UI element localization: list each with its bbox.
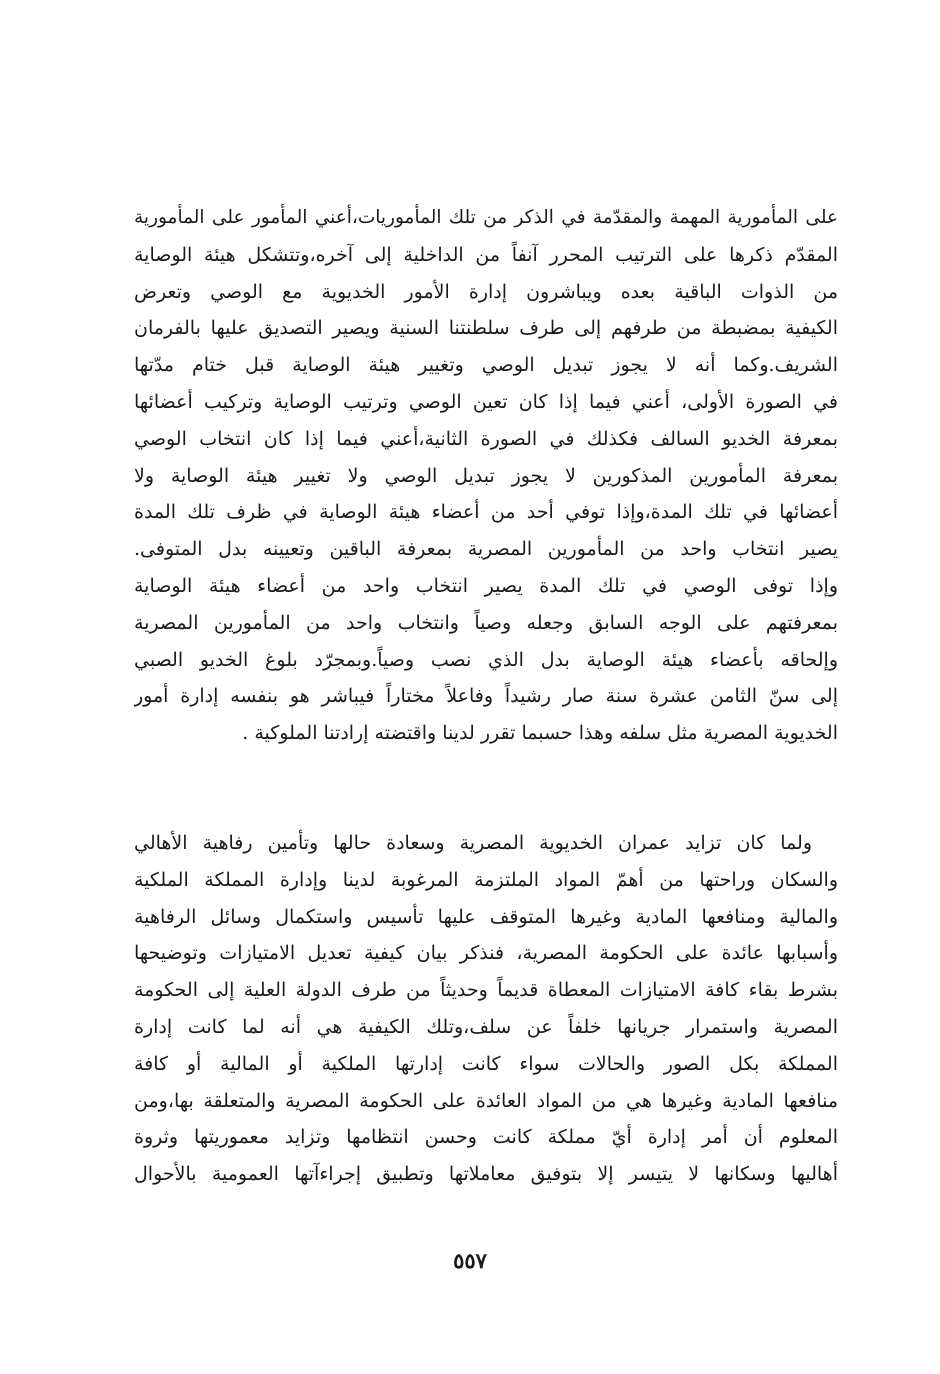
text-line: ولما كان تزايد عمران الخديوية المصرية وسعادة حالها وتأمين رفاهية الأهالي bbox=[134, 832, 812, 854]
text-line: يصير انتخاب واحد من المأمورين المصرية بمعرفة الباقين وتعيينه بدل المتوفى. bbox=[134, 538, 838, 561]
text-line: بشرط بقاء كافة الامتيازات المعطاة قديماً وحديثاً من طرف الدولة العلية إلى الحكومة bbox=[134, 979, 838, 1002]
paragraph-1 bbox=[134, 200, 838, 752]
text-line: إلى سنّ الثامن عشرة سنة صار رشيداً وفاعلاً مختاراً فيباشر هو بنفسه إدارة أمور bbox=[134, 685, 838, 708]
text-line: والسكان وراحتها من أهمّ المواد الملتزمة المرغوبة لدينا وإدارة المملكة الملكية bbox=[134, 868, 838, 891]
text-line: المصرية واستمرار جريانها خلفاً عن سلف،وتلك الكيفية هي أنه لما كانت إدارة bbox=[134, 1015, 838, 1038]
paragraph-2 bbox=[134, 825, 838, 1193]
text-line: وأسبابها عائدة على الحكومة المصرية، فنذكر بيان كيفية تعديل الامتيازات وتوضيحها bbox=[134, 942, 838, 965]
text-line: المعلوم أن أمر إدارة أيّ مملكة كانت وحسن انتظامها وتزايد معموريتها وثروة bbox=[134, 1126, 838, 1149]
text-line: والمالية ومنافعها المادية وغيرها المتوقف عليها تأسيس واستكمال وسائل الرفاهية bbox=[134, 905, 838, 928]
page-number: ٥٥٧ bbox=[453, 1248, 487, 1273]
text-line: المقدّم ذكرها على الترتيب المحرر آنفاً من الداخلية إلى آخره،وتتشكل هيئة الوصاية bbox=[134, 243, 838, 266]
text-line: وإذا توفى الوصي في تلك المدة يصير انتخاب واحد من أعضاء هيئة الوصاية bbox=[134, 574, 838, 597]
text-line: المملكة بكل الصور والحالات سواء كانت إدارتها الملكية أو المالية أو كافة bbox=[134, 1052, 838, 1075]
text-line: الخديوية المصرية مثل سلفه وهذا حسبما تقرر لدينا واقتضته إرادتنا الملوكية . bbox=[242, 722, 838, 745]
text-line: الشريف.وكما أنه لا يجوز تبديل الوصي وتغيير هيئة الوصاية قبل ختام مدّتها bbox=[134, 354, 838, 377]
text-line: بمعرفتهم على الوجه السابق وجعله وصياً وانتخاب واحد من المأمورين المصرية bbox=[134, 611, 838, 634]
text-line: بمعرفة الخديو السالف فكذلك في الصورة الثانية،أعني فيما إذا كان انتخاب الوصي bbox=[134, 427, 838, 450]
text-line: منافعها المادية وغيرها هي من المواد العائدة على الحكومة المصرية والمتعلقة بها،ومن bbox=[134, 1089, 838, 1112]
text-line: الكيفية بمضبطة من طرفهم إلى طرف سلطنتنا السنية ويصير التصديق عليها بالفرمان bbox=[134, 317, 838, 340]
text-line: في الصورة الأولى، أعني فيما إذا كان تعين الوصي وترتيب الوصاية وتركيب أعضائها bbox=[134, 390, 838, 413]
text-line: وإلحاقه بأعضاء هيئة الوصاية بدل الذي نصب وصياً.وبمجرّد بلوغ الخديو الصبي bbox=[134, 648, 838, 671]
text-line: أعضائها في تلك المدة،وإذا توفي أحد من أعضاء هيئة الوصاية في ظرف تلك المدة bbox=[134, 501, 838, 524]
text-line: من الذوات الباقية بعده ويباشرون إدارة الأمور الخديوية مع الوصي وتعرض bbox=[134, 280, 838, 303]
text-line: بمعرفة المأمورين المذكورين لا يجوز تبديل الوصي ولا تغيير هيئة الوصاية ولا bbox=[134, 464, 838, 487]
text-line: أهاليها وسكانها لا يتيسر إلا بتوفيق معاملاتها وتطبيق إجراءآتها العمومية بالأحوال bbox=[134, 1163, 838, 1186]
text-line: على المأمورية المهمة والمقدّمة في الذكر من تلك المأموريات،أعني المأمور على المأمورية bbox=[134, 207, 838, 228]
